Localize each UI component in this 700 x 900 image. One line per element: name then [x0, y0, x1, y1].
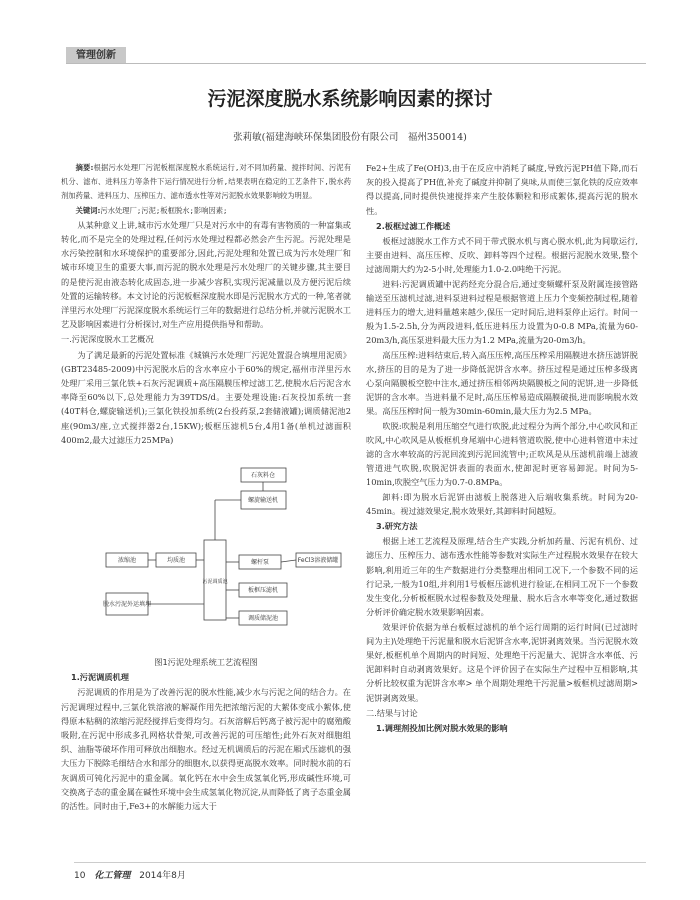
- label-screw-conveyor: 螺旋输送机: [247, 497, 279, 505]
- issue-date: 2014年8月: [139, 871, 186, 881]
- section-tag: 管理创新: [66, 47, 126, 64]
- keywords: [61, 204, 351, 218]
- page-footer: [74, 868, 186, 881]
- filter-overview-paragraph: 板框过滤脱水工作方式不同于带式脱水机与离心脱水机,此为间歇运行,主要由进料、高压压榨、反吹、卸料等四个过程。根据污泥脱水效果,整个过滤周期大约为2-5小时,处理能力1.0-2.0吨绝干污泥。: [366, 236, 638, 275]
- evaluation-paragraph: 效果评价依据为单台板框过滤机的单个运行周期的运行时间(已过滤时间为主)\处理绝干污泥量和脱水后泥饼含水率,泥饼剥离效果。当污泥脱水效果好,板框机单个周期内的时间短、处理绝干污泥量大、泥饼含水率低、污泥卸料时自动剥离效果好。这是个评价因子在实际生产过程中互相影响,其分析比较权重为泥饼含水率> 单个周期处理绝干污泥量>板框机过滤周期>泥饼剥离效果。: [366, 621, 638, 703]
- subsection-heading-3: 3.研究方法: [376, 521, 418, 532]
- label-storage: 调质储泥池: [247, 615, 279, 623]
- left-column: [61, 161, 351, 813]
- abstract: [61, 161, 351, 204]
- subsection-heading-2: 2.板框过滤工作概述: [376, 220, 451, 231]
- abstract-text: 根据污水处理厂污泥板框深度脱水系统运行,对不同加药量、搅拌时间、污泥有机分、滤布、进料压力等条件下运行情况进行分析,结果表明在稳定的工艺条件下,脱水药剂加药量、进料压力、压榨压力、滤布透水性等对污泥脱水效果影响较为明显。: [61, 163, 352, 201]
- continued-paragraph: Fe2+生成了Fe(OH)3,由于在反应中消耗了碱度,导致污泥PH值下降,而石灰的投入提高了PH值,补充了碱度并抑制了臭味,从而使三氯化铁的反应效率得以提高,同时提供快速搅拌来产生胶体颗粒和形成絮体,提高污泥的脱水性。: [366, 163, 638, 216]
- subsection-heading-4: 1.调理剂投加比例对脱水效果的影响: [376, 722, 508, 733]
- right-column: [366, 161, 638, 736]
- abstract-label: 摘要:: [75, 163, 94, 172]
- label-disposal: 脱水污泥外运填埋: [102, 601, 152, 609]
- keywords-text: 污水处理厂;污泥;板框脱水;影响因素;: [100, 205, 228, 215]
- label-filter-press: 板框压滤机: [247, 587, 279, 595]
- journal-name: 化工管理: [94, 871, 131, 881]
- label-screw-pump: 螺杆泵: [250, 559, 270, 567]
- figure-caption: 图1污泥处理系统工艺流程图: [154, 657, 258, 668]
- method-paragraph: 根据上述工艺流程及原理,结合生产实践,分析加药量、污泥有机份、过滤压力、压榨压力、滤布透水性能等参数对实际生产过程脱水效果存在较大影响,利用近三年的生产数据进行分类整理出相同工况下,一个参数不同的运行记录,一般为10组,并利用1号板框压滤机进行验证,在相同工况下一个参数发生变化,分析板框脱水过程参数及处理量、脱水后含水率等变化,通过数据分析评价确定脱水效果影响因素。: [366, 536, 638, 618]
- intro-paragraph: 从某种意义上讲,城市污水处理厂只是对污水中的有毒有害物质的一种富集或转化,而不是完全的处理过程,任何污水处理过程都必然会产生污泥。污泥处理是水污染控制和水环境保护的重要部分,因此,污泥处理和处置已成为污水处理厂和城市环境卫生的重要大事,而污泥的脱水处理是污水处理厂的关键步骤,其主要目的是使污泥由液态转化成固态,进一步减少容积,实现污泥减量以及方便污泥后续处置的运输转移。本文讨论的污泥板框深度脱水即是污泥脱水方式的一种,笔者就洋里污水处理厂污泥深度脱水系统运行三年的数据进行总结分析,并就污泥脱水工艺及影响因素进行分析探讨,对生产应用提供指导和帮助。: [61, 219, 351, 330]
- footer-rule: [74, 862, 646, 863]
- flow-diagram: [61, 453, 351, 653]
- section-heading-1: 一.污泥深度脱水工艺概况: [61, 334, 154, 345]
- page-number: 10: [74, 871, 86, 881]
- author-byline: 张莉敏(福建海峡环保集团股份有限公司 福州350014): [233, 132, 467, 143]
- label-homogenizer: 均质池: [166, 557, 186, 565]
- label-conditioning: 污泥调质池: [202, 579, 228, 586]
- blowing-paragraph: 吹脱:吹脱是利用压缩空气进行吹脱,此过程分为两个部分,中心吹风和正吹风,中心吹风是从板框机身尾端中心进料管道吹脱,使中心进料管道中未过滤的含水率较高的污泥回流到污泥回流管中;正吹风是从压滤机前端上滤液管道进气吹脱,吹脱泥饼表面的表面水,使卸泥时更容易卸泥。时间为5-10min,吹脱空气压力为0.7-0.8MPa。: [366, 420, 638, 488]
- process-flow-figure: [61, 453, 351, 653]
- pressing-paragraph: 高压压榨:进料结束后,转入高压压榨,高压压榨采用隔膜进水挤压滤饼脱水,挤压的目的是为了进一步降低泥饼含水率。挤压过程是通过压榨多级离心泵向隔膜板空腔中注水,通过挤压相邻两块隔膜板之间的泥饼,进一步降低泥饼的含水率。当进料量不足时,高压压榨易造成隔膜破损,进而影响脱水效果。高压压榨时间一般为30min-60min,最大压力为2.5 MPa。: [366, 349, 638, 417]
- keywords-label: 关键词:: [75, 205, 101, 215]
- conditioning-paragraph: 污泥调质的作用是为了改善污泥的脱水性能,减少水与污泥之间的结合力。在污泥调理过程中,三氯化铁溶液的解凝作用先把浓缩污泥的大絮体变成小絮体,使得原本粘稠的浓缩污泥经搅拌后变得均匀。石灰溶解后钙离子被污泥中的腐殖酸吸附,在污泥中形成多孔网格状骨架,可改善污泥的可压缩性;此外石灰对细胞组织、油脂等破坏作用可释放出细胞水。经过无机调质后的污泥在厢式压滤机的强大压力下脱除毛细结合水和部分的细胞水,以获得更高脱水效率。同时脱水前的石灰调质可钝化污泥中的重金属。氧化钙在水中会生成氢氧化钙,形成碱性环境,可交换离子态的重金属在碱性环境中会生成氢氧化物沉淀,从而降低了离子态重金属的活性。同时由于,Fe3+的水解能力远大于: [61, 687, 351, 812]
- label-lime-silo: 石灰料仓: [250, 472, 276, 480]
- header-rule: [66, 63, 646, 64]
- section-heading-2: 二.结果与讨论: [366, 707, 418, 718]
- section-header: [66, 47, 646, 64]
- label-thickener: 浓缩池: [117, 557, 137, 565]
- unloading-paragraph: 卸料:即为脱水后泥饼由滤板上脱落进入后端收集系统。时间为20-45min。视过滤效果定,脱水效果好,其卸料时间越短。: [366, 491, 638, 516]
- subsection-heading-1: 1.污泥调质机理: [71, 672, 129, 683]
- article-title: 污泥深度脱水系统影响因素的探讨: [207, 88, 493, 110]
- feeding-paragraph: 进料:污泥调质罐中泥药经充分混合后,通过变频螺杆泵及附属连接管路输送至压滤机过滤,进料泵进料过程是根据管道上压力个变频控制过程,随着进料压力的增大,进料量越来越少,保压一定时间后,进料泵停止运行。时间一般为1.5-2.5h,分为两段进料,低压进料压力设置为0-0.8 MPa,流量为60-20m3/h,高压泵进料最大压力为1.2 MPa,流量为20-0m3/h。: [366, 278, 638, 346]
- process-paragraph: 为了满足最新的污泥处置标准《城镇污水处理厂污泥处置混合填埋用泥质》(GBT23485-2009)中污泥脱水后的含水率应小于60%的规定,福州市洋里污水处理厂采用三氯化铁+石灰污泥调质+高压隔膜压榨过滤工艺,使脱水后污泥含水率降至60%以下,总处理能力为39TDS/d。主要处理设施:石灰投加系统一套(40T料仓,螺旋输送机);三氯化铁投加系统(2台投药泵,2套储液罐);调质储泥池2座(90m3/座,立式搅拌器2台,15KW);板框压滤机5台,4用1备(单机过滤面积400m2,最大过滤压力25MPa): [61, 349, 351, 445]
- label-fecl3: FeCl3溶液储罐: [297, 557, 339, 565]
